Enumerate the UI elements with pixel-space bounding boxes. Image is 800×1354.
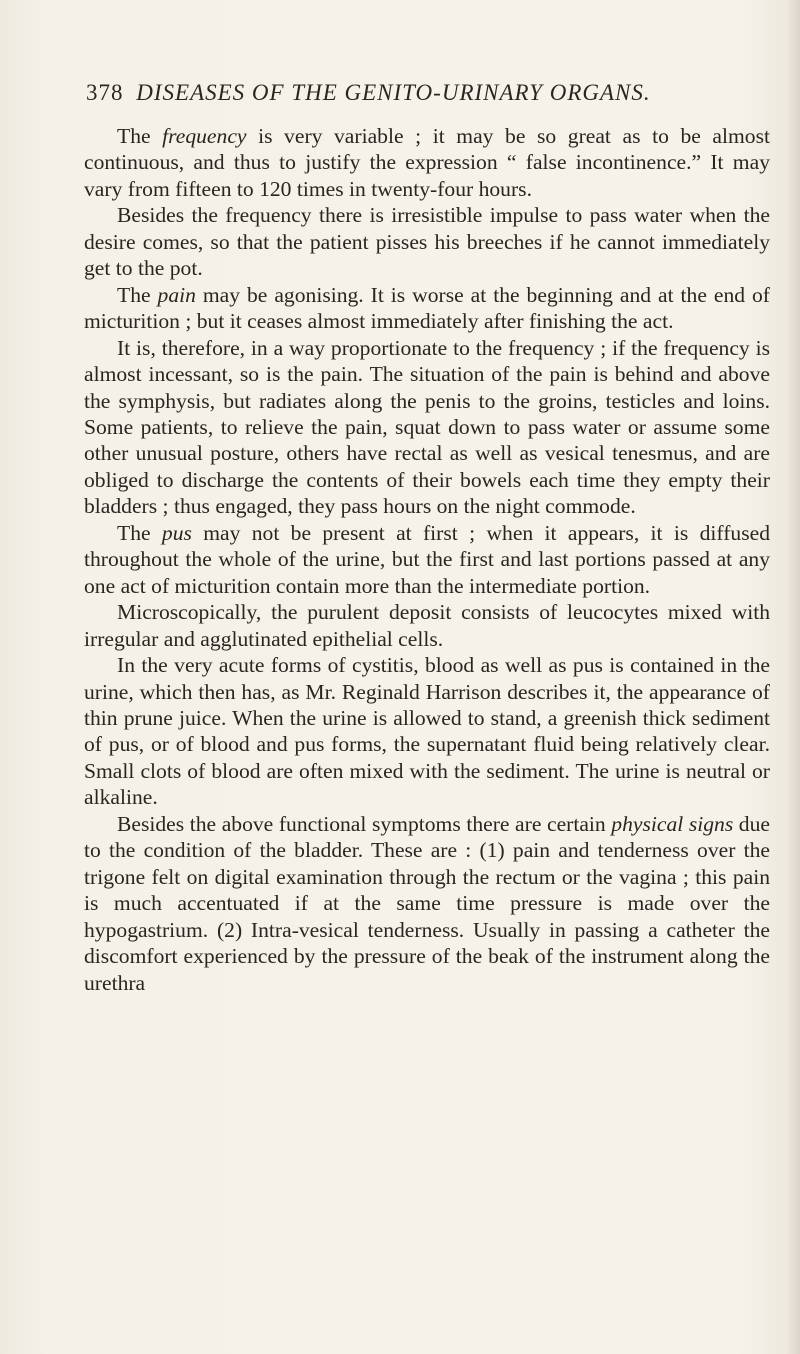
paragraph-microscopy: Microscopically, the purulent deposit consists of leucocytes mixed with irregular and agglutinated epithelial cells. — [84, 600, 770, 651]
paragraph-lead: The — [117, 124, 163, 148]
paragraph-rest: due to the condition of the bladder. These are : (1) pain and tenderness over the trigone felt on digital examination through the rectum or the vagina ; this pain is much accentuated if at the same time pressure is made over the hypogastrium. (2) Intra-vesical tenderness. Usually in passing a catheter the discomfort experienced by the pressure of the beak of the instrument along the urethra — [84, 811, 770, 995]
paragraph-rest: may not be present at first ; when it appears, it is diffused throughout the whole of the urine, but the first and last portions passed at any one act of micturition contain more than the intermediate portion. — [84, 520, 770, 598]
page-number: 378 — [86, 80, 124, 105]
running-title: DISEASES OF THE GENITO-URINARY ORGANS. — [136, 80, 651, 105]
paragraph-pain — [84, 282, 770, 335]
body-text — [84, 123, 770, 996]
paragraph-acute-cystitis: In the very acute forms of cystitis, blood as well as pus is contained in the urine, which then has, as Mr. Reginald Harrison describes it, the appearance of thin prune juice. When the urine is allowed to stand, a greenish thick sediment of pus, or of blood and pus forms, the supernatant fluid being relatively clear. Small clots of blood are often mixed with the sediment. The urine is neutral or alkaline. — [84, 653, 770, 810]
paragraph-rest: may be agonising. It is worse at the beginning and at the end of micturition ; but it ceases almost immediately after finishing the act. — [84, 282, 770, 334]
paragraph-impulse: Besides the frequency there is irresistible impulse to pass water when the desire comes, so that the patient pisses his breeches if he cannot immediately get to the pot. — [84, 203, 770, 281]
paragraph-frequency — [84, 123, 770, 202]
italic-term-pus: pus — [161, 520, 192, 545]
italic-term-physical-signs: physical signs — [611, 811, 734, 836]
italic-term-pain: pain — [157, 282, 196, 307]
italic-term-frequency: frequency — [162, 124, 247, 148]
paragraph-pain-situation: It is, therefore, in a way proportionate to the frequency ; if the frequency is almost incessant, so is the pain. The situation of the pain is behind and above the symphysis, but radiates along the penis to the groins, testicles and loins. Some patients, to relieve the pain, squat down to pass water or assume some other unusual posture, others have rectal as well as vesical tenesmus, and are obliged to discharge the contents of their bowels each time they empty their bladders ; thus engaged, they pass hours on the night commode. — [84, 335, 770, 519]
paragraph-lead: The — [117, 520, 162, 545]
paragraph-physical-signs — [84, 811, 770, 996]
paragraph-lead: Besides the above functional symptoms there are certain — [117, 811, 612, 836]
page-edge-shadow — [786, 0, 800, 1354]
paragraph-lead: The — [117, 282, 158, 307]
paragraph-rest: is very variable ; it may be so great as to be almost continuous, and thus to justify the expression “ false incontinence.” It may vary from fifteen to 120 times in twenty-four hours. — [84, 124, 770, 201]
page-header — [86, 80, 786, 112]
paragraph-pus — [84, 520, 770, 599]
